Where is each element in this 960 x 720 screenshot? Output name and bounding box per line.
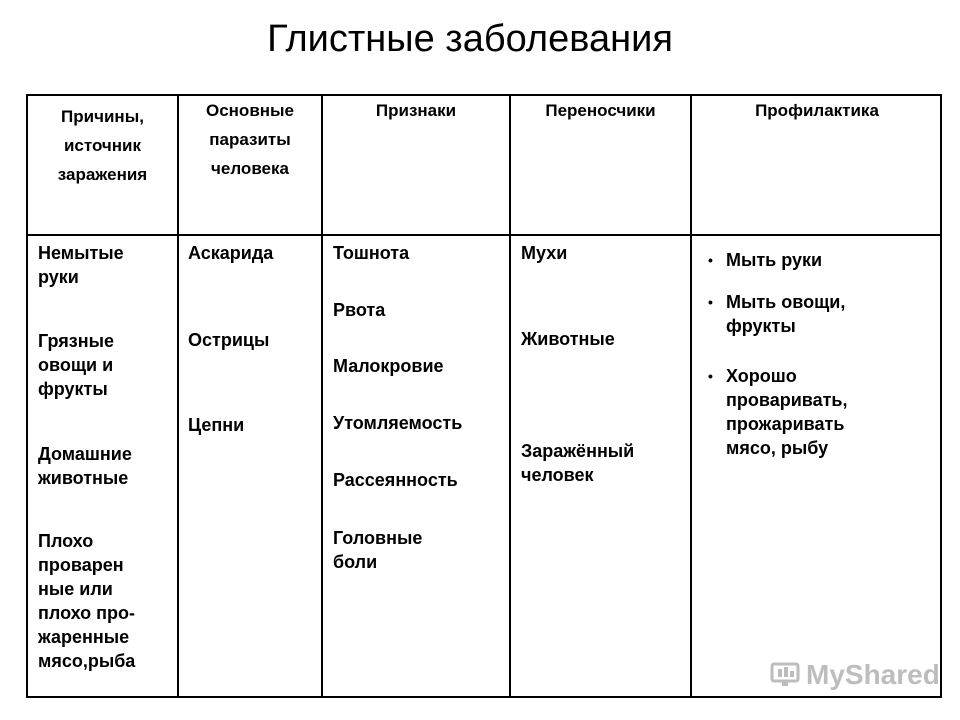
- parasite-item: Острицы: [188, 330, 270, 350]
- header-carriers: [511, 96, 690, 234]
- prevention-text: Мыть овощи, фрукты: [726, 292, 846, 336]
- sign-item: Малокровие: [333, 356, 444, 376]
- header-causes: [28, 96, 177, 234]
- prevention-item: [708, 290, 845, 338]
- prevention-text: Мыть руки: [726, 250, 823, 270]
- sign-item: Рассеянность: [333, 470, 458, 490]
- header-parasites-line: человека: [211, 159, 289, 178]
- watermark: [770, 658, 940, 692]
- page-title: Глистные заболевания: [267, 18, 673, 60]
- header-signs: [323, 96, 509, 234]
- watermark-text: MyShared: [806, 659, 940, 690]
- header-prevention: [692, 96, 942, 234]
- carrier-item: Животные: [521, 329, 615, 349]
- header-signs-line: Признаки: [375, 101, 457, 120]
- header-causes-line: источник: [63, 136, 142, 155]
- cause-item: Немытые руки: [38, 243, 124, 287]
- prevention-item: [708, 248, 822, 272]
- bullet-icon: •: [708, 368, 713, 384]
- cause-item: Грязные овощи и фрукты: [38, 331, 114, 399]
- carrier-item: Заражённый человек: [521, 441, 635, 485]
- header-prevention-line: Профилактика: [755, 101, 879, 120]
- cause-item: Плохо проварен ные или плохо про- жаренные мясо,рыба: [38, 531, 136, 671]
- bullet-icon: •: [708, 294, 713, 310]
- parasite-item: Аскарида: [188, 243, 274, 263]
- carrier-item: Мухи: [521, 243, 568, 263]
- header-parasites-line: Основные: [205, 101, 295, 120]
- sign-item: Тошнота: [333, 243, 410, 263]
- sign-item: Головные боли: [333, 528, 423, 572]
- sign-item: Рвота: [333, 300, 386, 320]
- header-causes-line: заражения: [57, 165, 148, 184]
- sign-item: Утомляемость: [333, 413, 463, 433]
- header-parasites-line: паразиты: [209, 130, 291, 149]
- diseases-table: [26, 94, 942, 698]
- header-divider: [28, 234, 940, 236]
- header-carriers-line: Переносчики: [545, 101, 656, 120]
- header-causes-line: Причины,: [61, 107, 144, 126]
- bullet-icon: •: [708, 252, 713, 268]
- cause-item: Домашние животные: [38, 444, 132, 488]
- header-parasites: [179, 96, 321, 234]
- prevention-text: Хорошо проваривать, прожаривать мясо, рыбу: [726, 366, 848, 458]
- myshared-logo-icon: [770, 661, 800, 689]
- parasite-item: Цепни: [188, 415, 245, 435]
- prevention-item: [708, 364, 847, 460]
